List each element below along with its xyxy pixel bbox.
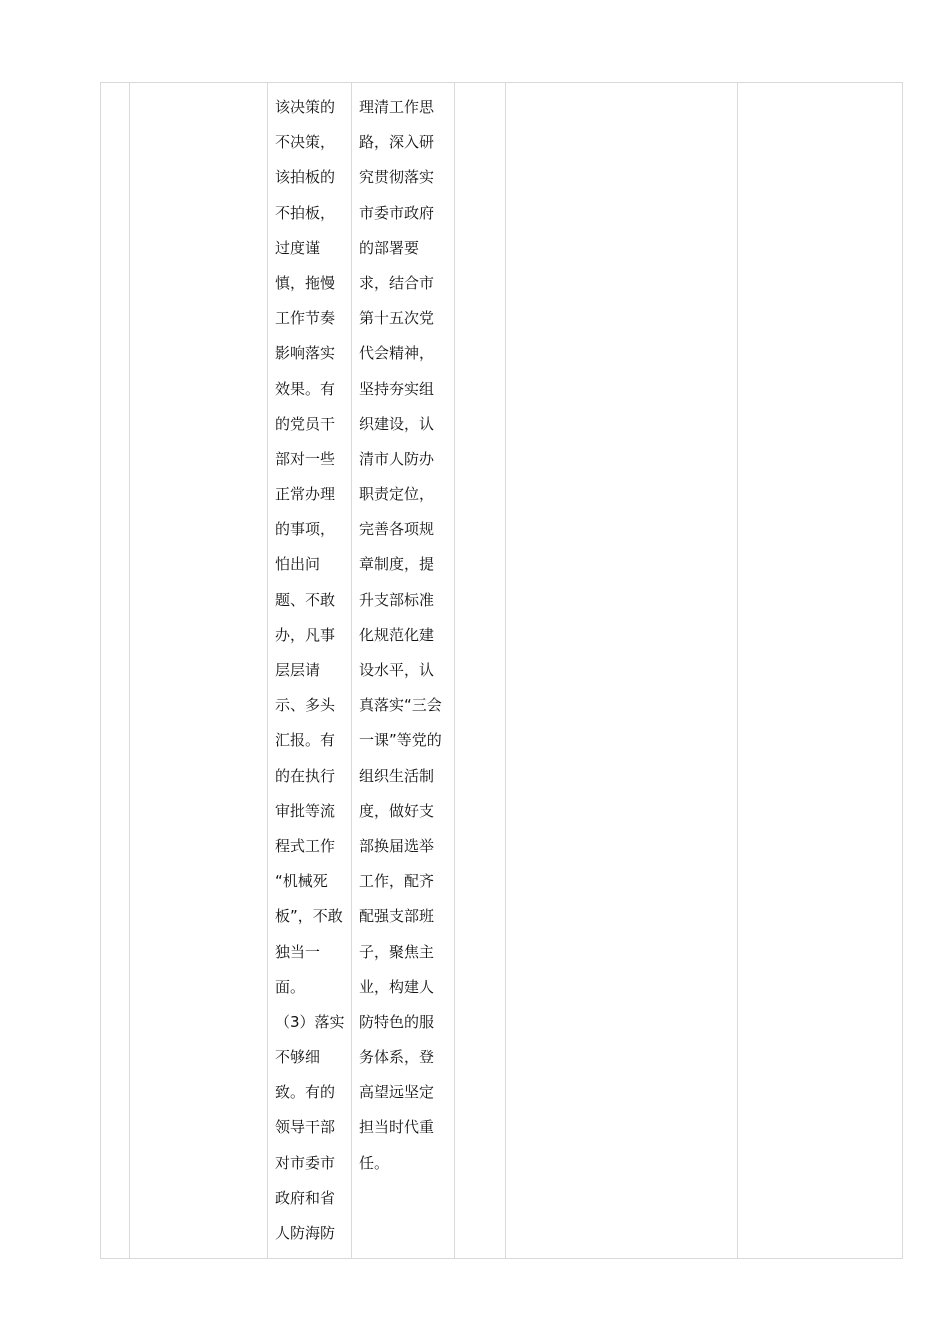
text-line: 的部署要 (359, 238, 420, 257)
text-line: 人防海防 (275, 1224, 336, 1242)
table-row (101, 83, 903, 1259)
text-line: 章制度，提 (359, 555, 435, 574)
text-line: 工作节奏 (275, 309, 336, 328)
text-line: 怕出问 (275, 555, 321, 574)
text-line: 业，构建人 (359, 977, 435, 996)
text-line: 的事项， (275, 520, 336, 539)
text-line: 该决策的 (275, 98, 336, 116)
text-line: 配强支部班 (359, 907, 435, 926)
text-line: 求，结合市 (359, 273, 435, 292)
document-table (100, 82, 903, 1259)
table-cell-col1 (101, 83, 130, 1259)
text-line: 清市人防办 (359, 449, 435, 468)
text-line: 效果。有 (275, 379, 336, 398)
table-cell-col6 (506, 83, 738, 1259)
table-cell-col2 (130, 83, 268, 1259)
text-line: 的党员干 (275, 414, 336, 433)
text-line: 完善各项规 (359, 520, 435, 539)
text-line: 层层请 (275, 661, 321, 679)
text-line: 审批等流 (275, 801, 336, 820)
text-line: 真落实“三会 (359, 696, 442, 715)
text-line: 第十五次党 (359, 309, 435, 328)
text-line: 高望远坚定 (359, 1083, 435, 1102)
text-line: 度，做好支 (359, 801, 435, 820)
text-line: 致。有的 (275, 1083, 336, 1102)
text-line: 示、多头 (275, 696, 336, 715)
text-line: 政府和省 (275, 1188, 336, 1207)
text-line: 代会精神， (359, 344, 435, 363)
text-line: 子，聚焦主 (359, 942, 435, 961)
table-cell-col7 (738, 83, 903, 1259)
text-line: 独当一 (275, 942, 321, 961)
text-line: 升支部标准 (359, 590, 435, 609)
text-line: 该拍板的 (275, 168, 336, 187)
text-line: 领导干部 (275, 1118, 336, 1137)
text-line: 程式工作 (275, 836, 336, 855)
text-line: 不拍板， (275, 203, 336, 222)
text-line: 职责定位， (359, 485, 435, 504)
text-line: 影响落实 (275, 344, 336, 363)
text-line: 部换届选举 (359, 836, 435, 855)
text-line: 办，凡事 (275, 625, 336, 644)
text-line: 汇报。有 (275, 731, 336, 750)
text-line: 的在执行 (275, 766, 336, 785)
text-line: 市委市政府 (359, 203, 435, 222)
rectification-measures-text (352, 83, 454, 1181)
text-line: 工作，配齐 (359, 872, 435, 891)
table-cell-rectification-measures (352, 83, 455, 1259)
text-line: 不够细 (275, 1048, 321, 1067)
text-line: 面。 (275, 977, 306, 996)
text-line: 正常办理 (275, 485, 336, 504)
problem-description-text (268, 83, 351, 1251)
text-line: 理清工作思 (359, 98, 435, 116)
text-line: （3）落实 (275, 1012, 345, 1031)
text-line: 过度谨 (275, 238, 321, 257)
text-line: 防特色的服 (359, 1012, 435, 1031)
table-cell-col5 (455, 83, 506, 1259)
text-line: 路，深入研 (359, 133, 435, 152)
table-cell-problem-description (268, 83, 352, 1259)
text-line: 对市委市 (275, 1153, 336, 1172)
text-line: 织建设，认 (359, 414, 435, 433)
text-line: 设水平，认 (359, 661, 435, 679)
text-line: 组织生活制 (359, 766, 435, 785)
text-line: 化规范化建 (359, 625, 435, 644)
text-line: 板”，不敢 (275, 907, 343, 926)
text-line: 不决策， (275, 133, 336, 152)
text-line: 题、不敢 (275, 590, 336, 609)
text-line: 任。 (359, 1153, 390, 1172)
text-line: 务体系，登 (359, 1048, 435, 1067)
text-line: 部对一些 (275, 449, 336, 468)
text-line: 慎，拖慢 (275, 273, 336, 292)
text-line: 坚持夯实组 (359, 379, 435, 398)
text-line: 一课”等党的 (359, 731, 442, 750)
text-line: 究贯彻落实 (359, 168, 435, 187)
text-line: 担当时代重 (359, 1118, 435, 1137)
text-line: “机械死 (275, 872, 328, 891)
